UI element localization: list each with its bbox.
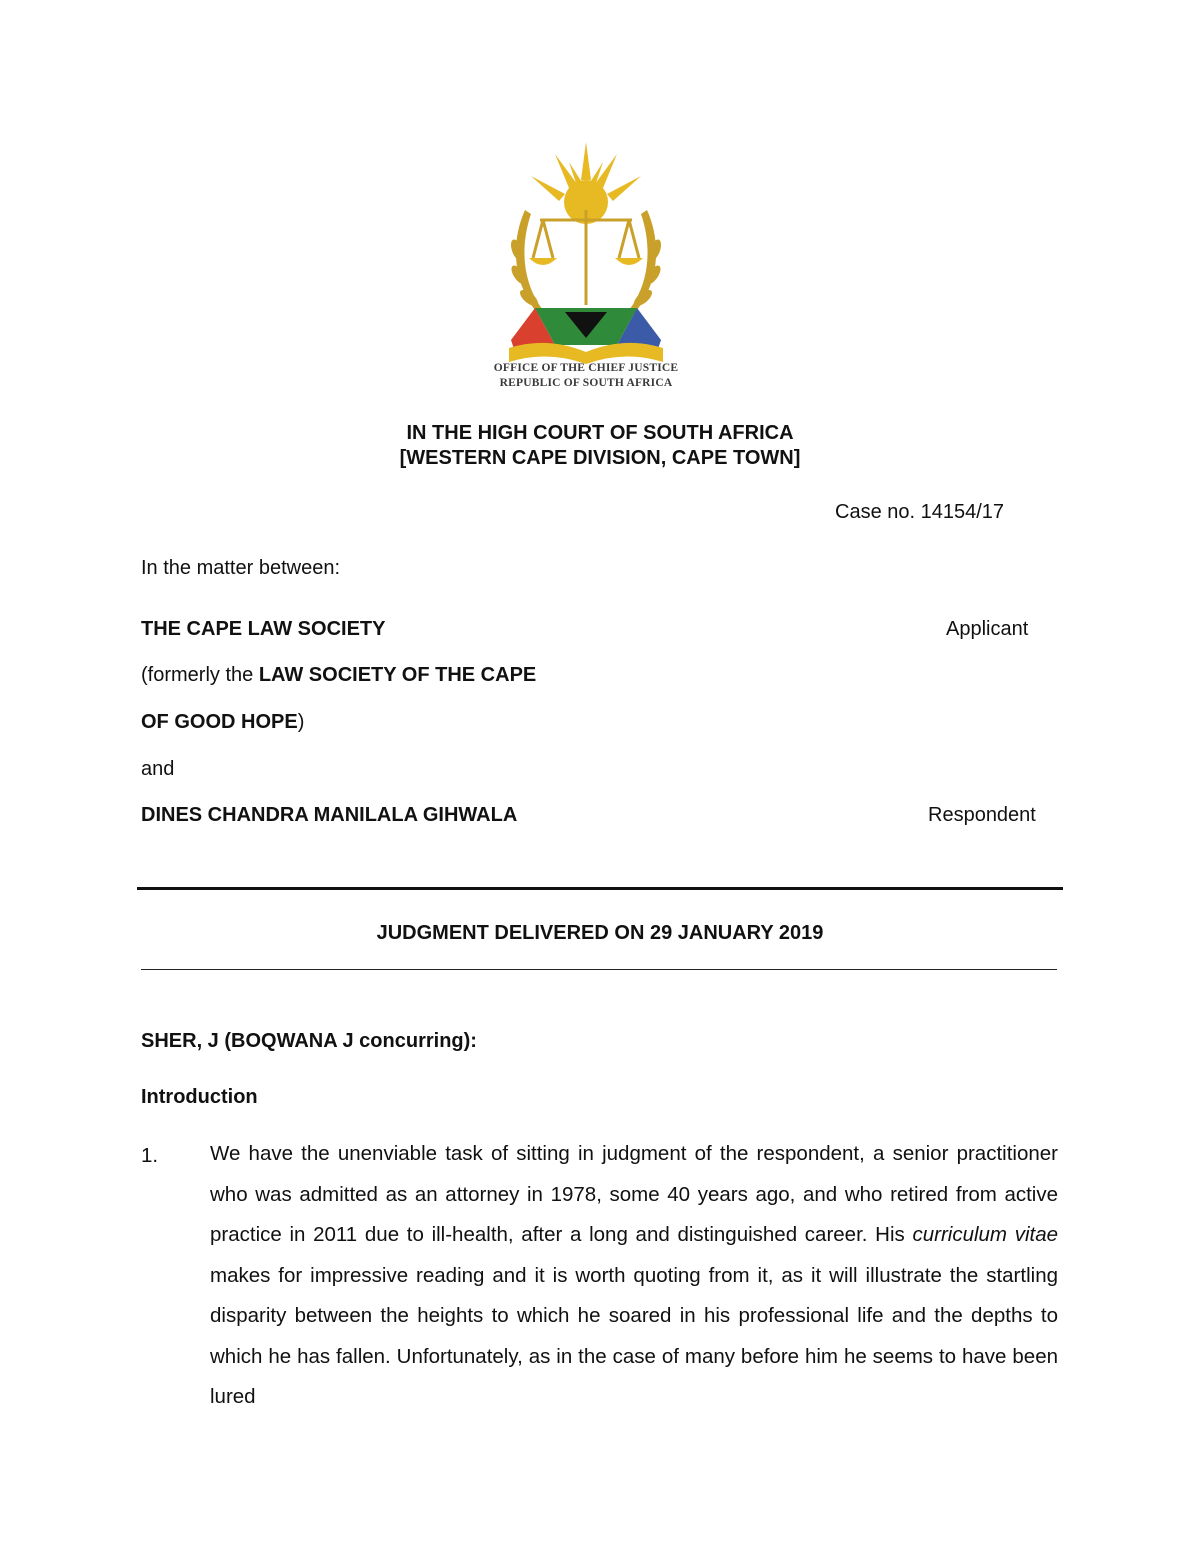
court-division: [WESTERN CAPE DIVISION, CAPE TOWN] xyxy=(399,447,801,469)
judge-line: SHER, J (BOQWANA J concurring): xyxy=(141,1030,477,1052)
matter-intro: In the matter between: xyxy=(141,557,341,579)
judgment-heading: JUDGMENT DELIVERED ON 29 JANUARY 2019 xyxy=(376,922,824,944)
scales-of-justice-icon xyxy=(533,210,639,305)
paragraph-1-text-after: makes for impressive reading and it is worth quoting from it, as it will illustrate the startling disparity between the heights to which he soared in his professional life and the depths to which he has fallen. Unfortunately, as in the case of many before him he seems to have been lured xyxy=(210,1263,1058,1408)
respondent-name: DINES CHANDRA MANILALA GIHWALA xyxy=(141,804,518,826)
applicant-role: Applicant xyxy=(946,618,1029,640)
emblem-caption-line2: REPUBLIC OF SOUTH AFRICA xyxy=(499,377,673,389)
emblem-caption-line1: OFFICE OF THE CHIEF JUSTICE xyxy=(493,362,679,374)
applicant-former-name-line1 xyxy=(141,664,536,687)
heading-top-rule xyxy=(137,887,1063,890)
applicant-former-name-line2 xyxy=(141,711,304,734)
paragraph-1-text-before: We have the unenviable task of sitting in judgment of the respondent, a senior practitioner who was admitted as an attorney in 1978, some 40 years ago, and who retired from active practice in 2011 due to ill-health, after a long and distinguished career. His xyxy=(210,1142,1058,1246)
court-title: IN THE HIGH COURT OF SOUTH AFRICA xyxy=(406,422,794,444)
case-number: Case no. 14154/17 xyxy=(835,501,1005,523)
heading-bottom-rule xyxy=(141,969,1057,970)
formerly-suffix: ) xyxy=(297,711,305,733)
office-of-chief-justice-emblem xyxy=(495,140,677,365)
paragraph-1 xyxy=(210,1134,1058,1418)
paragraph-1-italic: curriculum vitae xyxy=(912,1223,1059,1246)
paragraph-1-text xyxy=(210,1134,1058,1418)
conjunction-and: and xyxy=(141,758,175,780)
applicant-name: THE CAPE LAW SOCIETY xyxy=(141,618,386,640)
respondent-role: Respondent xyxy=(928,804,1036,826)
open-book-icon xyxy=(509,343,663,364)
former-name-part1: LAW SOCIETY OF THE CAPE xyxy=(258,664,537,686)
paragraph-number: 1. xyxy=(141,1144,159,1167)
section-heading-introduction: Introduction xyxy=(141,1086,258,1108)
former-name-part2: OF GOOD HOPE xyxy=(141,711,298,733)
formerly-prefix: (formerly the xyxy=(141,664,259,686)
